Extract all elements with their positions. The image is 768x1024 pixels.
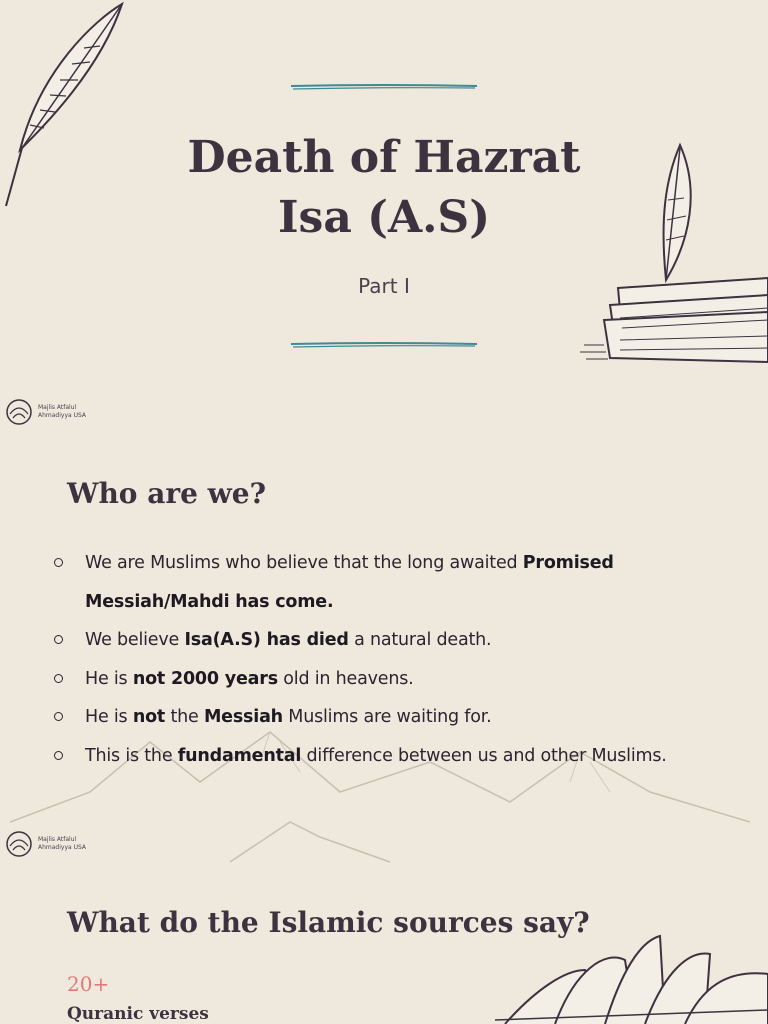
calligraphy-logo-icon <box>4 828 34 860</box>
stat-value: 20+ <box>67 972 110 996</box>
who-are-we-slide <box>0 432 768 864</box>
calligraphy-logo-icon <box>4 396 34 428</box>
stat-label: Quranic verses <box>67 1004 209 1024</box>
list-item: We are Muslims who believe that the long awaited Promised Messiah/Mahdi has come. <box>50 544 750 621</box>
bullet-circle-icon <box>54 635 63 644</box>
list-item: He is not the Messiah Muslims are waiting for. <box>50 698 750 737</box>
bottom-divider <box>291 342 477 348</box>
org-logo <box>4 828 86 860</box>
list-item: He is not 2000 years old in heavens. <box>50 660 750 699</box>
logo-line-1: Majlis Atfalul <box>38 836 77 843</box>
books-with-quill-icon <box>580 140 768 370</box>
islamic-sources-slide <box>0 864 768 1024</box>
bullet-circle-icon <box>54 712 63 721</box>
title-line-2: Isa (A.S) <box>277 192 491 243</box>
org-logo <box>4 396 86 428</box>
logo-line-2: Ahmadiyya USA <box>38 844 87 851</box>
list-item: We believe Isa(A.S) has died a natural death. <box>50 621 750 660</box>
title-line-1: Death of Hazrat <box>187 132 581 183</box>
open-book-icon <box>495 930 768 1024</box>
title-slide <box>0 0 768 432</box>
section-heading: What do the Islamic sources say? <box>67 906 590 939</box>
bullet-circle-icon <box>54 558 63 567</box>
slide-subtitle: Part I <box>358 274 410 298</box>
section-heading: Who are we? <box>67 477 267 510</box>
logo-line-2: Ahmadiyya USA <box>38 412 87 419</box>
list-item: This is the fundamental difference between us and other Muslims. <box>50 737 750 776</box>
bullet-circle-icon <box>54 751 63 760</box>
belief-list <box>50 544 750 775</box>
logo-line-1: Majlis Atfalul <box>38 404 77 411</box>
top-divider <box>291 84 477 90</box>
bullet-circle-icon <box>54 674 63 683</box>
